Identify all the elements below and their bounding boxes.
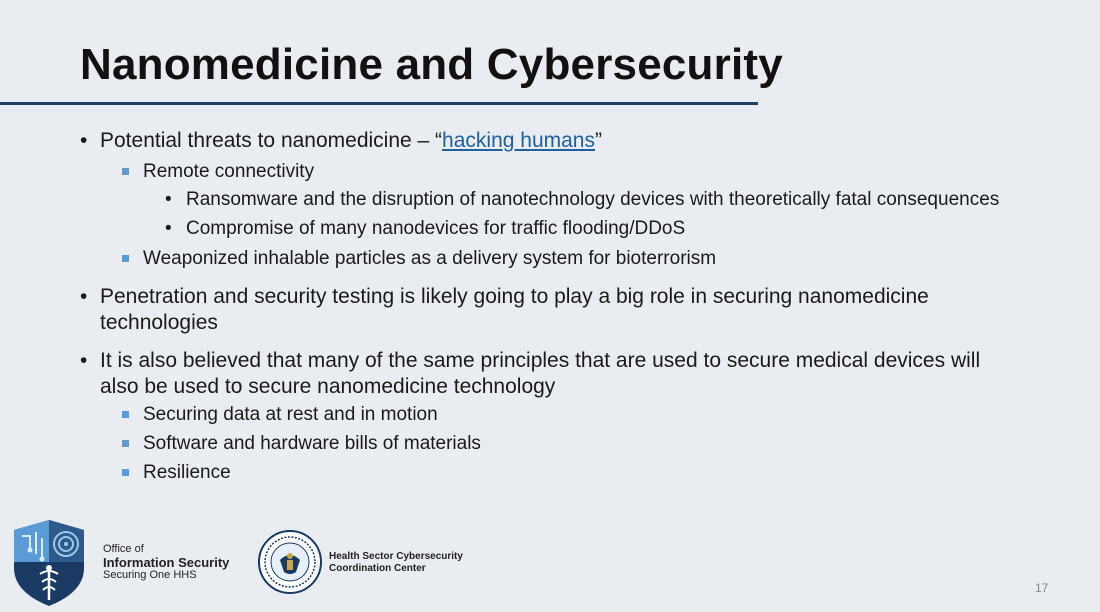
hhs-seal-icon [258, 530, 322, 594]
bullet-text: also be used to secure nanomedicine technology [100, 375, 556, 398]
bullet-text: Potential threats to nanomedicine – “ [100, 129, 443, 152]
bullet-marker: • [165, 218, 172, 239]
square-bullet-icon [122, 440, 129, 447]
bullet-text: Weaponized inhalable particles as a delivery system for bioterrorism [143, 248, 717, 269]
bullet-marker: • [80, 349, 88, 372]
bullet-text: Penetration and security testing is likely going to play a big role in securing nanomedicine [100, 285, 929, 308]
page-number: 17 [1035, 581, 1049, 595]
bullet-text: It is also believed that many of the same principles that are used to secure medical devices will [100, 349, 981, 372]
square-bullet-icon [122, 411, 129, 418]
bullet-text: Ransomware and the disruption of nanotechnology devices with theoretically fatal consequences [186, 189, 1000, 210]
bullet-text-suffix: ” [594, 129, 602, 152]
hc3-line1: Health Sector Cybersecurity [329, 551, 463, 562]
bullet-marker: • [80, 285, 88, 308]
square-bullet-icon [122, 255, 129, 262]
bullet-text: Resilience [143, 462, 231, 483]
ois-shield-logo-icon [10, 518, 88, 608]
title-underline [0, 102, 758, 105]
bullet-text: Compromise of many nanodevices for traffic flooding/DDoS [186, 218, 686, 239]
ois-line2: Information Security [103, 555, 230, 570]
bullet-marker: • [165, 189, 172, 210]
hc3-line2: Coordination Center [329, 563, 426, 574]
bullet-text: Remote connectivity [143, 161, 315, 182]
hacking-humans-link[interactable]: hacking humans [442, 129, 595, 152]
bullet-text: Securing data at rest and in motion [143, 404, 438, 425]
hc3-org-name [329, 551, 463, 575]
bullet-text: Software and hardware bills of materials [143, 433, 481, 454]
bullet-text: technologies [100, 311, 218, 334]
ois-line1: Office of [103, 543, 144, 555]
ois-org-name [103, 543, 229, 582]
square-bullet-icon [122, 168, 129, 175]
square-bullet-icon [122, 469, 129, 476]
bullet-marker: • [80, 129, 88, 152]
ois-line3: Securing One HHS [103, 569, 197, 581]
slide-title: Nanomedicine and Cybersecurity [80, 40, 783, 89]
